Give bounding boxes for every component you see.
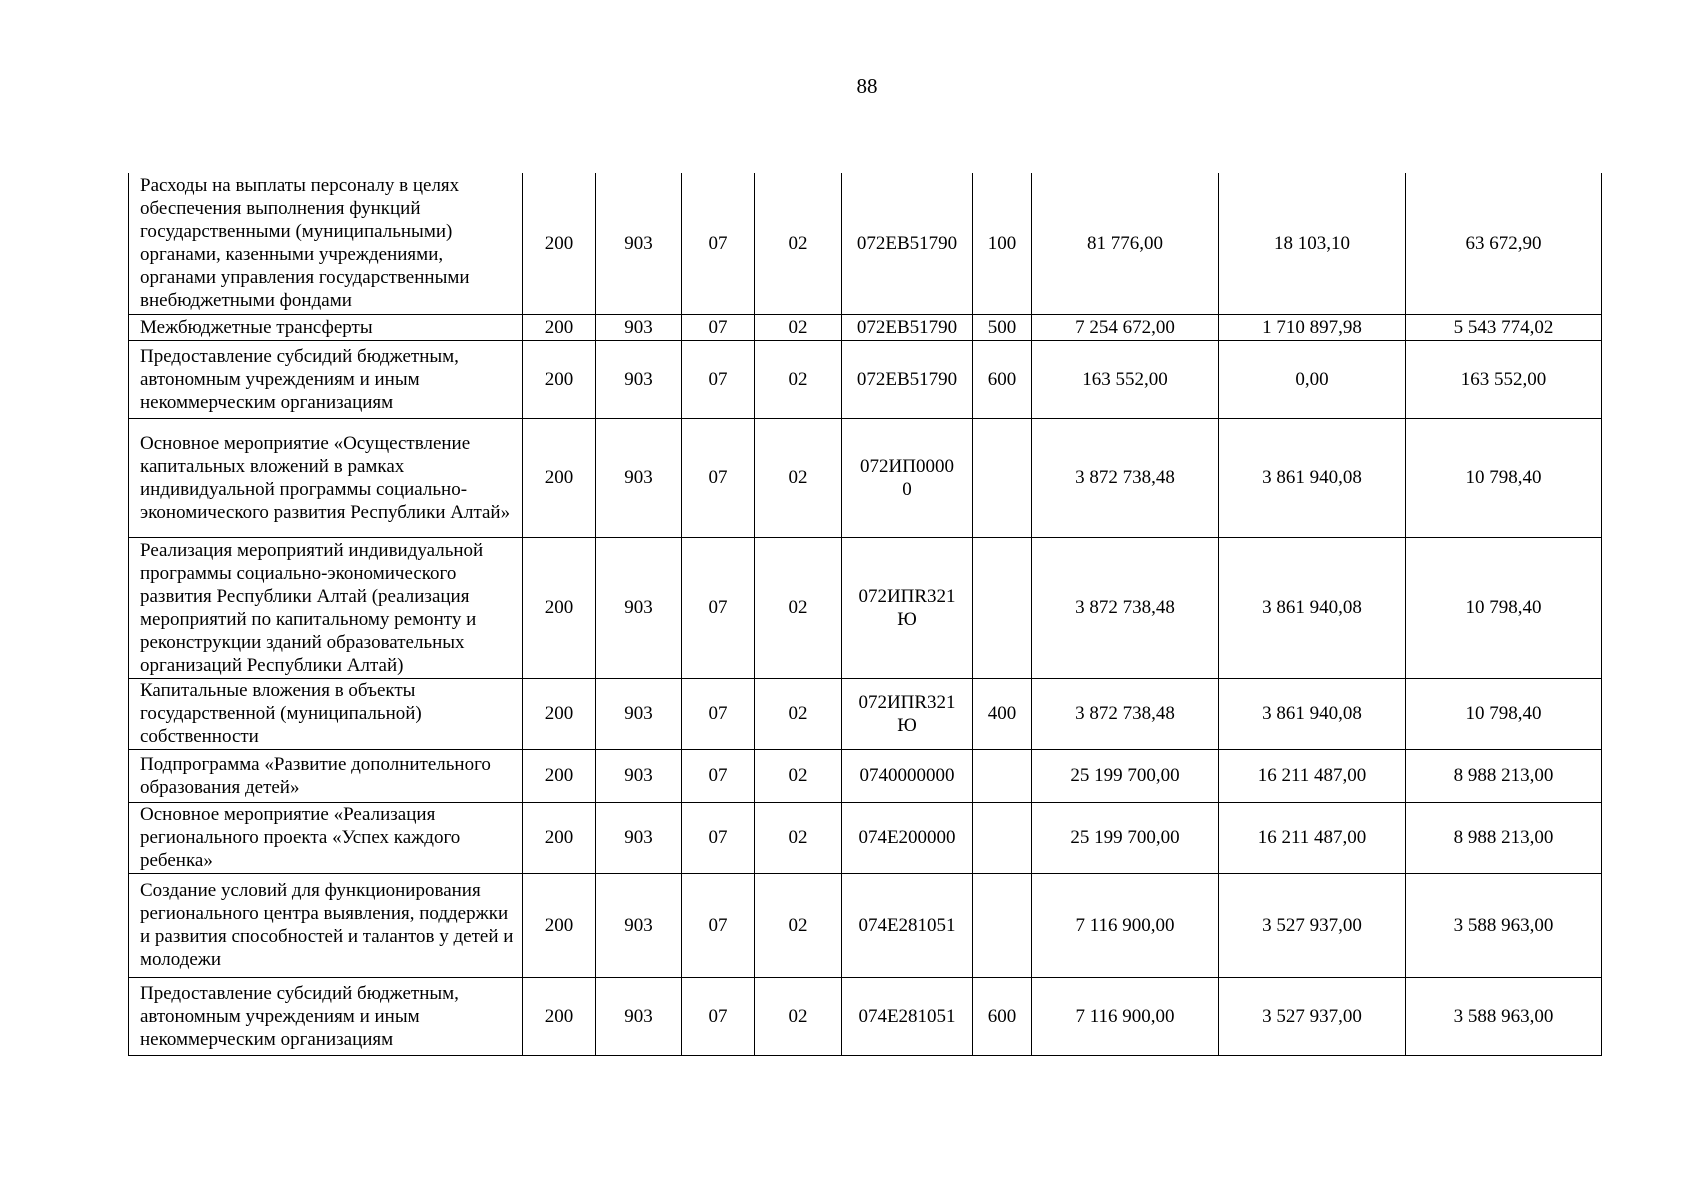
- cell-code: 072ЕВ51790: [842, 314, 973, 340]
- cell-plan: 3 872 738,48: [1032, 537, 1219, 678]
- cell-exec: 3 861 940,08: [1219, 678, 1406, 749]
- cell-exec: 18 103,10: [1219, 173, 1406, 314]
- cell-type: [973, 537, 1032, 678]
- cell-rest: 5 543 774,02: [1406, 314, 1602, 340]
- cell-exec: 3 527 937,00: [1219, 977, 1406, 1055]
- cell-plan: 163 552,00: [1032, 340, 1219, 418]
- cell-c1: 200: [523, 977, 596, 1055]
- cell-c4: 02: [755, 678, 842, 749]
- table-row: [129, 802, 1602, 873]
- cell-rest: 10 798,40: [1406, 418, 1602, 537]
- cell-c1: 200: [523, 678, 596, 749]
- cell-type: 600: [973, 340, 1032, 418]
- cell-c3: 07: [682, 873, 755, 977]
- cell-rest: 163 552,00: [1406, 340, 1602, 418]
- cell-plan: 7 116 900,00: [1032, 977, 1219, 1055]
- cell-plan: 81 776,00: [1032, 173, 1219, 314]
- cell-exec: 3 861 940,08: [1219, 418, 1406, 537]
- cell-exec: 16 211 487,00: [1219, 802, 1406, 873]
- cell-plan: 25 199 700,00: [1032, 802, 1219, 873]
- row-name: Расходы на выплаты персоналу в целях обеспечения выполнения функций государственными (муниципальными) органами, казенными учреждениями, органами управления государственными внебюджетными фондами: [129, 173, 523, 314]
- cell-code: 074E281051: [842, 873, 973, 977]
- cell-c3: 07: [682, 749, 755, 802]
- cell-c2: 903: [596, 340, 682, 418]
- cell-c1: 200: [523, 873, 596, 977]
- row-name: Создание условий для функционирования регионального центра выявления, поддержки и развития способностей и талантов у детей и молодежи: [129, 873, 523, 977]
- cell-code: 072ИП0000 0: [842, 418, 973, 537]
- cell-c3: 07: [682, 340, 755, 418]
- cell-plan: 3 872 738,48: [1032, 418, 1219, 537]
- cell-c3: 07: [682, 418, 755, 537]
- table-row: [129, 340, 1602, 418]
- cell-plan: 7 254 672,00: [1032, 314, 1219, 340]
- cell-c2: 903: [596, 173, 682, 314]
- cell-code: 072ИПR321 Ю: [842, 537, 973, 678]
- row-name: Основное мероприятие «Реализация регионального проекта «Успех каждого ребенка»: [129, 802, 523, 873]
- cell-c2: 903: [596, 418, 682, 537]
- row-name: Капитальные вложения в объекты государственной (муниципальной) собственности: [129, 678, 523, 749]
- cell-type: [973, 802, 1032, 873]
- table-row: [129, 749, 1602, 802]
- cell-c1: 200: [523, 340, 596, 418]
- cell-c1: 200: [523, 418, 596, 537]
- cell-c2: 903: [596, 314, 682, 340]
- cell-type: [973, 749, 1032, 802]
- page-number: 88: [856, 74, 878, 98]
- cell-code: 074E281051: [842, 977, 973, 1055]
- row-name: Предоставление субсидий бюджетным, автономным учреждениям и иным некоммерческим организациям: [129, 340, 523, 418]
- cell-c3: 07: [682, 537, 755, 678]
- cell-c1: 200: [523, 537, 596, 678]
- cell-c3: 07: [682, 977, 755, 1055]
- row-name: Реализация мероприятий индивидуальной программы социально-экономического развития Республики Алтай (реализация мероприятий по капитальному ремонту и реконструкции зданий образовательных организаций Республики Алтай): [129, 537, 523, 678]
- table-body: [129, 173, 1602, 1055]
- table-row: [129, 977, 1602, 1055]
- row-name: Межбюджетные трансферты: [129, 314, 523, 340]
- cell-c2: 903: [596, 802, 682, 873]
- cell-code: 0740000000: [842, 749, 973, 802]
- table-row: [129, 173, 1602, 314]
- cell-type: 500: [973, 314, 1032, 340]
- cell-c4: 02: [755, 749, 842, 802]
- cell-rest: 3 588 963,00: [1406, 873, 1602, 977]
- table-row: [129, 678, 1602, 749]
- cell-c4: 02: [755, 314, 842, 340]
- cell-c3: 07: [682, 173, 755, 314]
- table-row: [129, 418, 1602, 537]
- cell-rest: 3 588 963,00: [1406, 977, 1602, 1055]
- row-name: Подпрограмма «Развитие дополнительного образования детей»: [129, 749, 523, 802]
- cell-c4: 02: [755, 418, 842, 537]
- cell-exec: 3 527 937,00: [1219, 873, 1406, 977]
- cell-code: 072ИПR321 Ю: [842, 678, 973, 749]
- cell-c1: 200: [523, 802, 596, 873]
- cell-c4: 02: [755, 537, 842, 678]
- cell-c2: 903: [596, 678, 682, 749]
- cell-c2: 903: [596, 873, 682, 977]
- cell-exec: 0,00: [1219, 340, 1406, 418]
- cell-plan: 25 199 700,00: [1032, 749, 1219, 802]
- cell-rest: 10 798,40: [1406, 537, 1602, 678]
- cell-c2: 903: [596, 537, 682, 678]
- cell-type: 400: [973, 678, 1032, 749]
- table-row: [129, 314, 1602, 340]
- cell-code: 074E200000: [842, 802, 973, 873]
- cell-c4: 02: [755, 873, 842, 977]
- cell-exec: 16 211 487,00: [1219, 749, 1406, 802]
- cell-rest: 10 798,40: [1406, 678, 1602, 749]
- cell-c2: 903: [596, 977, 682, 1055]
- cell-type: 600: [973, 977, 1032, 1055]
- cell-c1: 200: [523, 314, 596, 340]
- row-name: Предоставление субсидий бюджетным, автономным учреждениям и иным некоммерческим организациям: [129, 977, 523, 1055]
- cell-c4: 02: [755, 173, 842, 314]
- cell-plan: 3 872 738,48: [1032, 678, 1219, 749]
- cell-c4: 02: [755, 977, 842, 1055]
- cell-c1: 200: [523, 173, 596, 314]
- cell-c4: 02: [755, 802, 842, 873]
- cell-code: 072ЕВ51790: [842, 340, 973, 418]
- cell-rest: 8 988 213,00: [1406, 749, 1602, 802]
- cell-type: [973, 418, 1032, 537]
- table-row: [129, 873, 1602, 977]
- cell-c3: 07: [682, 802, 755, 873]
- cell-c1: 200: [523, 749, 596, 802]
- cell-c4: 02: [755, 340, 842, 418]
- table-row: [129, 537, 1602, 678]
- cell-rest: 63 672,90: [1406, 173, 1602, 314]
- cell-code: 072ЕВ51790: [842, 173, 973, 314]
- cell-c2: 903: [596, 749, 682, 802]
- cell-exec: 1 710 897,98: [1219, 314, 1406, 340]
- cell-exec: 3 861 940,08: [1219, 537, 1406, 678]
- row-name: Основное мероприятие «Осуществление капитальных вложений в рамках индивидуальной программы социально-экономического развития Республики Алтай»: [129, 418, 523, 537]
- cell-type: 100: [973, 173, 1032, 314]
- cell-c3: 07: [682, 314, 755, 340]
- budget-table: [128, 173, 1602, 1056]
- cell-type: [973, 873, 1032, 977]
- cell-c3: 07: [682, 678, 755, 749]
- cell-rest: 8 988 213,00: [1406, 802, 1602, 873]
- cell-plan: 7 116 900,00: [1032, 873, 1219, 977]
